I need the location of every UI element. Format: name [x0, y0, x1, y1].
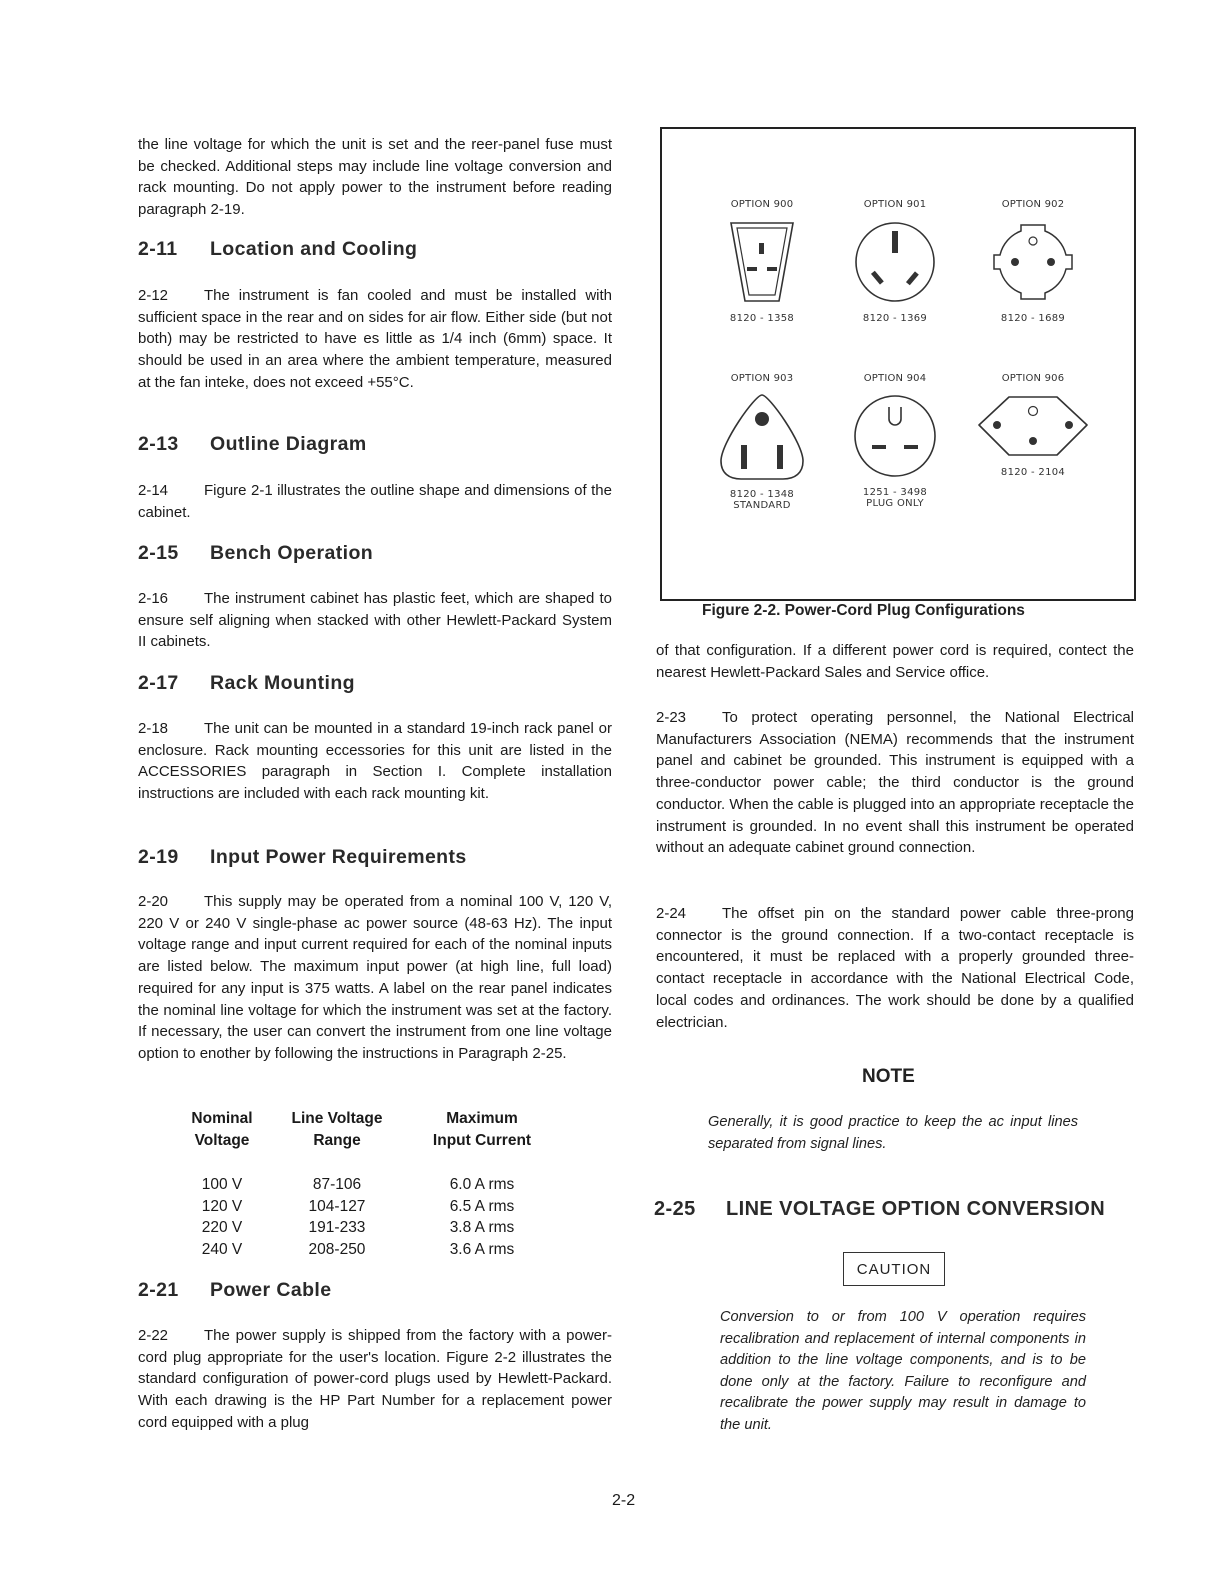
plug-906-icon: [973, 391, 1093, 461]
table-cell: 6.5 A rms: [449, 1197, 515, 1215]
paragraph-2-14: 2-14 Figure 2-1 illustrates the outline shape and dimensions of the cabinet.: [138, 482, 612, 521]
paragraph-2-20: 2-20 This supply may be operated from a nominal 100 V, 120 V, 220 V or 240 V single-phase ac power source (48-63 Hz). The input voltage range and input current required for each of the nominal inputs are listed below. The maximum input power (at high line, full load) required for any input is 375 watts. A label on the rear panel indicates the nominal line voltage for which the instrument was set at the factory. If necessary, the user can convert the instrument from one line voltage option to enother by following the instructions in Paragraph 2-25.: [138, 893, 612, 1062]
plug-904-icon: [850, 391, 940, 481]
plug-900-icon: [727, 217, 797, 307]
plug-902-icon: [988, 217, 1078, 307]
table-cell: 191-233: [308, 1219, 366, 1236]
table-cell: 120 V: [201, 1197, 243, 1215]
table-cell: 104-127: [308, 1197, 366, 1215]
section-heading-2-19: 2-19 Input Power Requirements: [138, 846, 467, 868]
section-heading-2-15: 2-15 Bench Operation: [138, 542, 374, 564]
paragraph-2-23: 2-23 To protect operating personnel, the National Electrical Manufacturers Association (NEMA) recommends that the instrument panel and cabinet be grounded. This instrument is equipped with a three-conductor power cable; the third conductor is the ground conductor. When the cable is plugged into an appropriate receptacle the instrument is grounded. In no event shall this instrument be operated without an adequate cabinet ground connection.: [656, 709, 1134, 857]
table-cell: 87-106: [312, 1176, 362, 1193]
intro-paragraph: the line voltage for which the unit is set and the reer-panel fuse must be checked. Additional steps may include line voltage conversion and rack mounting. Do not apply power to the instrument before reading paragraph 2-19.: [138, 136, 612, 219]
caution-text: Conversion to or from 100 V operation requires recalibration and replacement of internal components in addition to the line voltage components, and is to be done only at the factory. Failure to reconfigure and recalibrate the power supply may result in damage to the unit.: [720, 1309, 1086, 1433]
table-cell: 240 V: [201, 1240, 243, 1258]
section-heading-2-25: 2-25 LINE VOLTAGE OPTION CONVERSION: [654, 1198, 1106, 1220]
column-header-nominal-voltage: Nominal Voltage: [191, 1110, 253, 1149]
paragraph-2-18: 2-18 The unit can be mounted in a standard 19-inch rack panel or enclosure. Rack mounting eccessories for this unit are listed in the ACCESSORIES paragraph in Section I. Complete installation instructions are included with each rack mounting kit.: [138, 720, 612, 803]
table-cell: 220 V: [201, 1219, 243, 1236]
figure-power-cord-plugs: [660, 127, 1136, 601]
table-cell: 208-250: [308, 1240, 366, 1258]
plug-option-901: OPTION 901 8120 - 1369: [820, 199, 970, 324]
caution-box: CAUTION: [843, 1252, 945, 1286]
section-heading-2-11: 2-11 Location and Cooling: [138, 238, 418, 260]
paragraph-2-12: 2-12 The instrument is fan cooled and must be installed with sufficient space in the rear and on sides for air flow. Either side (but not both) may be restricted to have es little as 1/4 inch (6mm) space. It should be used in an area where the ambient temperature, measured at the fan inteke, does not exceed +55°C.: [138, 287, 612, 391]
table-row: [172, 1239, 562, 1261]
page-number: 2-2: [612, 1492, 636, 1509]
section-heading-2-17: 2-17 Rack Mounting: [138, 672, 355, 694]
section-heading-2-13: 2-13 Outline Diagram: [138, 433, 367, 455]
plug-903-icon: [717, 391, 807, 483]
table-row: [172, 1196, 562, 1218]
plug-option-900: OPTION 900 8120 - 1358: [687, 199, 837, 324]
table-row: [172, 1174, 562, 1196]
paragraph-2-24: 2-24 The offset pin on the standard power cable three-prong connector is the ground connection. If a two-contact receptacle is encountered, it must be replaced with a properly grounded three-contact receptacle in accordance with the National Electrical Code, local codes and ordinances. The work should be done by a qualified electrician.: [656, 905, 1134, 1031]
column-header-maximum-input-current: Maximum Input Current: [432, 1110, 532, 1149]
table-header-row: [172, 1108, 562, 1152]
note-heading: NOTE: [862, 1066, 915, 1087]
plug-option-906: OPTION 906 8120 - 2104: [958, 373, 1108, 478]
section-heading-2-21: 2-21 Power Cable: [138, 1279, 332, 1301]
plug-option-903: OPTION 903 8120 - 1348 STANDARD: [687, 373, 837, 511]
plug-901-icon: [850, 217, 940, 307]
table-cell: 6.0 A rms: [449, 1176, 515, 1193]
table-cell: 3.8 A rms: [449, 1219, 515, 1236]
table-cell: 100 V: [201, 1176, 243, 1193]
table-cell: 3.6 A rms: [449, 1240, 515, 1258]
plug-option-902: OPTION 902 8120 - 1689: [958, 199, 1108, 324]
plug-option-904: OPTION 904 1251 - 3498 PLUG ONLY: [820, 373, 970, 509]
input-power-table: [172, 1108, 562, 1260]
paragraph-2-22: 2-22 The power supply is shipped from the factory with a power-cord plug appropriate for the user's location. Figure 2-2 illustrates the standard configuration of power-cord plugs used by Hewlett-Packard. With each drawing is the HP Part Number for a replacement power cord equipped with a plug: [138, 1327, 612, 1431]
paragraph-2-16: 2-16 The instrument cabinet has plastic feet, which are shaped to ensure self aligning when stacked with other Hewlett-Packard System II cabinets.: [138, 590, 612, 651]
table-row: [172, 1217, 562, 1239]
figure-caption: Figure 2-2. Power-Cord Plug Configurations: [702, 602, 1025, 619]
column-header-line-voltage-range: Line Voltage Range: [291, 1110, 383, 1149]
note-text: Generally, it is good practice to keep the ac input lines separated from signal lines.: [708, 1114, 1078, 1152]
continued-paragraph: of that configuration. If a different power cord is required, contect the nearest Hewlett-Packard Sales and Service office.: [656, 642, 1134, 681]
